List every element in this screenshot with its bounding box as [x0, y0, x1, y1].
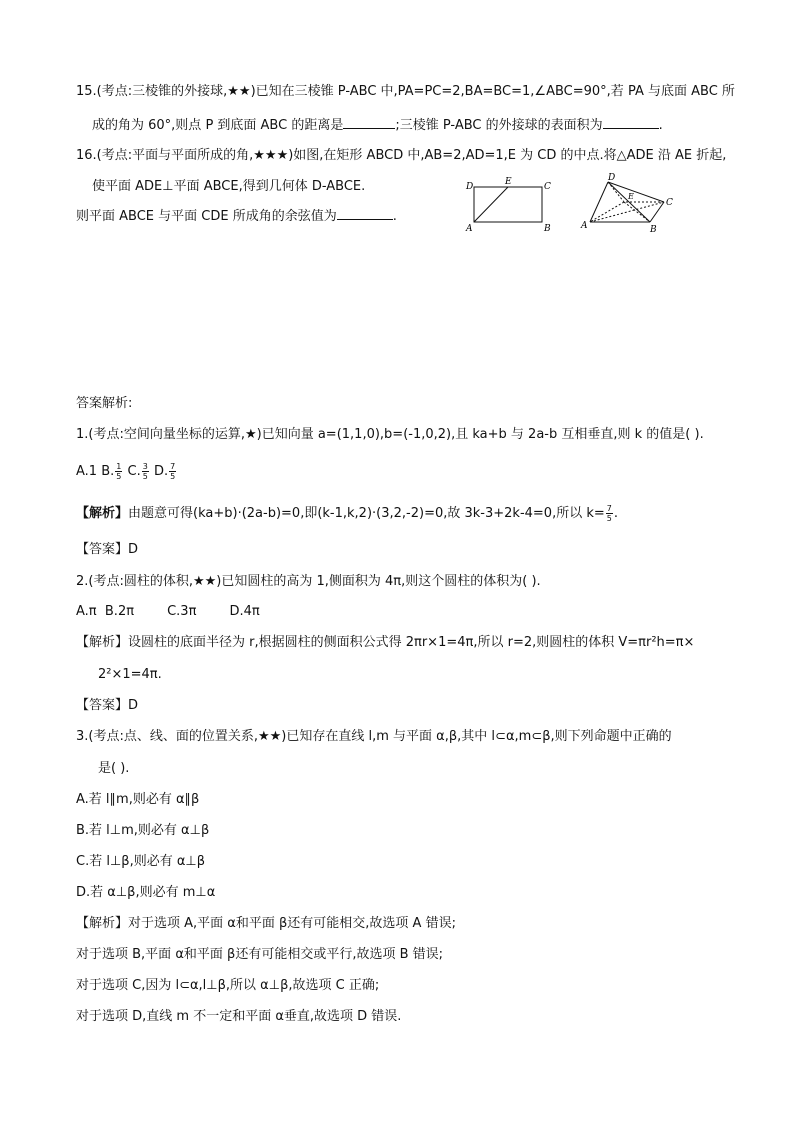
label-e2: E [628, 192, 634, 201]
label-e: E [505, 177, 512, 187]
label-c2: C [666, 198, 673, 208]
a1-stem: 1.(考点:空间向量坐标的运算,★)已知向量 a=(1,1,0),b=(-1,0,2),且 ka+b 与 2a-b 互相垂直,则 k 的值是( ). [76, 427, 704, 442]
a3-option-a: A.若 l∥m,则必有 α∥β [76, 792, 200, 807]
diagonal-eb [624, 202, 650, 222]
folded-solid-figure [578, 172, 678, 236]
a3-option-d: D.若 α⊥β,则必有 m⊥α [76, 885, 216, 900]
a3-analysis-2: 对于选项 B,平面 α和平面 β还有可能相交或平行,故选项 B 错误; [76, 947, 444, 962]
label-b2: B [650, 225, 657, 235]
a1-options [76, 461, 177, 483]
rectangle-abcd [474, 187, 542, 222]
label-b: B [544, 224, 551, 234]
q15-line1: 15.(考点:三棱锥的外接球,★★)已知在三棱锥 P-ABC 中,PA=PC=2,BA=BC=1,∠ABC=90°,若 PA 与底面 ABC 所 [76, 84, 735, 99]
edge-da [590, 182, 608, 222]
a2-answer: 【答案】D [76, 698, 139, 713]
a3-analysis-4: 对于选项 D,直线 m 不一定和平面 α垂直,故选项 D 错误. [76, 1009, 402, 1024]
q15-blank-distance[interactable] [343, 116, 395, 129]
segment-ae [474, 187, 508, 222]
label-d: D [466, 182, 474, 192]
a2-stem: 2.(考点:圆柱的体积,★★)已知圆柱的高为 1,侧面积为 4π,则这个圆柱的体积为( ). [76, 574, 541, 589]
q16-line2: 使平面 ADE⊥平面 ABCE,得到几何体 D-ABCE. [92, 179, 366, 194]
a2-analysis-line2: 2²×1=4π. [98, 667, 162, 682]
q16-line3: 则平面 ABCE 与平面 CDE 所成角的余弦值为 . [76, 209, 397, 224]
label-a2: A [581, 221, 588, 231]
q15-line2: 成的角为 60°,则点 P 到底面 ABC 的距离是 ;三棱锥 P-ABC 的外接球的表面积为 . [92, 118, 663, 133]
a1-option-d: D. $\frac{7}{5}$ [153, 462, 176, 481]
answers-heading: 答案解析: [76, 396, 133, 411]
a1-option-a: A.1 [76, 464, 98, 479]
a3-analysis-1: 【解析】对于选项 A,平面 α和平面 β还有可能相交,故选项 A 错误; [76, 916, 456, 931]
rectangle-abcd-figure [460, 174, 560, 236]
a1-analysis: 【解析】由题意可得(ka+b)·(2a-b)=0,即(k-1,k,2)·(3,2,-2)=0,故 3k-3+2k-4=0,所以 k= $\frac{7}{5}$ . [76, 504, 618, 523]
edge-ea [590, 202, 624, 222]
a2-options: A.π B.2π C.3π D.4π [76, 604, 260, 619]
diagonal-ac [590, 202, 664, 222]
a2-analysis-line1: 【解析】设圆柱的底面半径为 r,根据圆柱的侧面积公式得 2πr×1=4π,所以 r=2,则圆柱的体积 V=πr²h=π× [76, 635, 695, 650]
a3-stem-line1: 3.(考点:点、线、面的位置关系,★★)已知存在直线 l,m 与平面 α,β,其中 l⊂α,m⊂β,则下列命题中正确的 [76, 729, 672, 744]
q16-blank-cosine[interactable] [337, 207, 393, 220]
q15-blank-surface-area[interactable] [603, 116, 659, 129]
a3-stem-line2: 是( ). [98, 761, 130, 776]
a3-analysis-3: 对于选项 C,因为 l⊂α,l⊥β,所以 α⊥β,故选项 C 正确; [76, 978, 380, 993]
label-d2: D [608, 173, 616, 183]
q16-line1: 16.(考点:平面与平面所成的角,★★★)如图,在矩形 ABCD 中,AB=2,AD=1,E 为 CD 的中点.将△ADE 沿 AE 折起, [76, 148, 727, 163]
label-a: A [466, 224, 473, 234]
a3-option-b: B.若 l⊥m,则必有 α⊥β [76, 823, 210, 838]
a3-option-c: C.若 l⊥β,则必有 α⊥β [76, 854, 206, 869]
a1-option-b: B. $\frac{1}{5}$ [101, 462, 122, 481]
a1-answer: 【答案】D [76, 542, 139, 557]
label-c: C [544, 182, 551, 192]
a1-option-c: C. $\frac{3}{5}$ [127, 462, 148, 481]
